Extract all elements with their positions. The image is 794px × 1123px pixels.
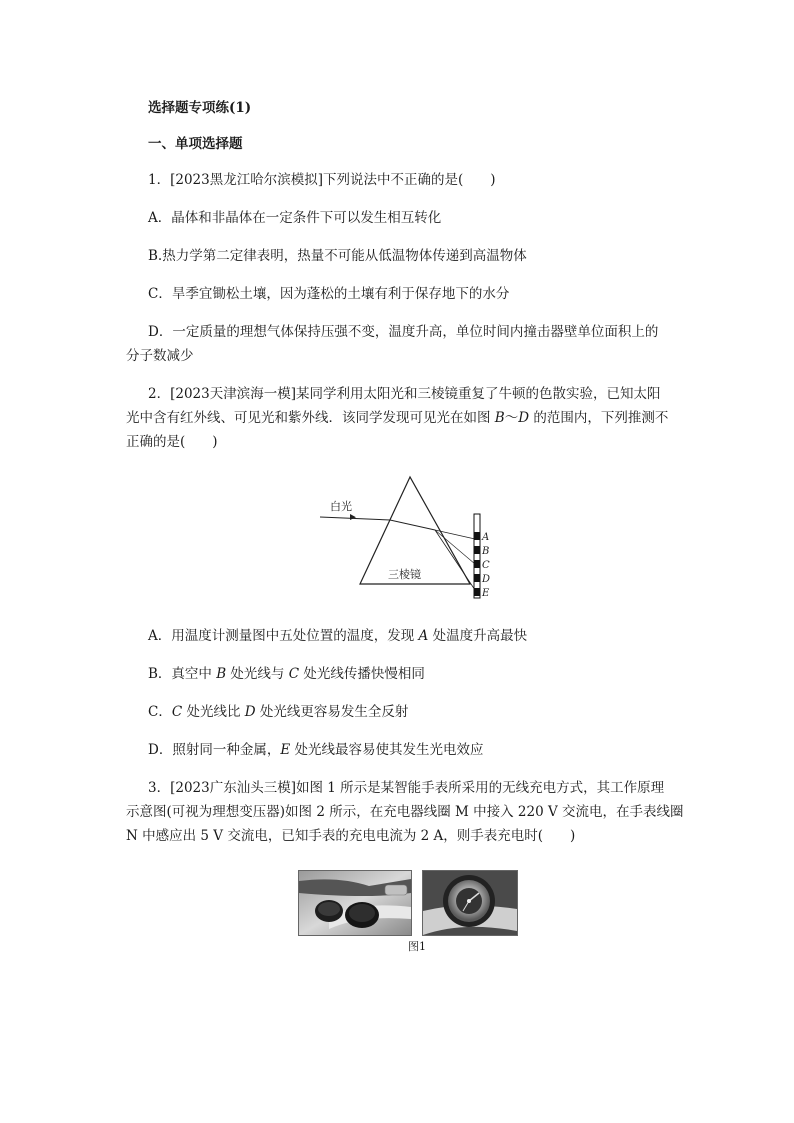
q1-stem: 1．[2023黑龙江哈尔滨模拟]下列说法中不正确的是( ) bbox=[148, 172, 496, 188]
q3-stem-line1: 3．[2023广东汕头三模]如图 1 所示是某智能手表所采用的无线充电方式，其工作原理 bbox=[148, 780, 665, 796]
q2-option-c: C．C 处光线比 D 处光线更容易发生全反射 bbox=[148, 704, 409, 720]
q3-stem-line2: 示意图(可视为理想变压器)如图 2 所示，在充电器线圈 M 中接入 220 V 交流电，在手表线圈 bbox=[126, 804, 684, 820]
q2-option-a: A．用温度计测量图中五处位置的温度，发现 A 处温度升高最快 bbox=[148, 628, 528, 644]
screen-segment bbox=[474, 588, 480, 596]
charger-photo-drawing bbox=[299, 871, 411, 935]
watch-photo bbox=[422, 870, 518, 936]
screen-segment bbox=[474, 560, 480, 568]
dispersed-ray-a bbox=[435, 530, 475, 539]
q2-stem-line3: 正确的是( ) bbox=[126, 434, 218, 450]
dispersed-ray-e bbox=[435, 530, 475, 590]
section-heading: 一、单项选择题 bbox=[148, 136, 243, 152]
light-label: 白光 bbox=[330, 500, 352, 513]
prism-dispersion-figure bbox=[320, 472, 500, 602]
screen-mark-b: B bbox=[482, 546, 490, 557]
q2-option-b: B．真空中 B 处光线与 C 处光线传播快慢相同 bbox=[148, 666, 425, 682]
screen-mark-c: C bbox=[482, 560, 490, 571]
ray-in-prism bbox=[390, 520, 435, 530]
screen-mark-d: D bbox=[482, 574, 491, 585]
screen-bar bbox=[474, 514, 480, 598]
screen-mark-e: E bbox=[482, 588, 490, 599]
screen-segment bbox=[474, 574, 480, 582]
prism-label: 三棱镜 bbox=[388, 568, 421, 581]
screen-segment bbox=[474, 532, 480, 540]
q1-option-d-line1: D．一定质量的理想气体保持压强不变，温度升高，单位时间内撞击器壁单位面积上的 bbox=[148, 324, 659, 340]
dispersed-ray-mid bbox=[435, 530, 475, 564]
doc-title: 选择题专项练(1) bbox=[148, 100, 252, 116]
q1-option-c: C．旱季宜锄松土壤，因为蓬松的土壤有利于保存地下的水分 bbox=[148, 286, 510, 302]
watch-photo-drawing bbox=[423, 871, 517, 935]
q3-stem-line3: N 中感应出 5 V 交流电，已知手表的充电电流为 2 A，则手表充电时( ) bbox=[126, 828, 576, 844]
q1-option-a: A．晶体和非晶体在一定条件下可以发生相互转化 bbox=[148, 210, 442, 226]
q1-option-b: B.热力学第二定律表明，热量不可能从低温物体传递到高温物体 bbox=[148, 248, 527, 264]
figure-1-caption: 图1 bbox=[408, 940, 426, 953]
screen-segment bbox=[474, 546, 480, 554]
q2-stem-line1: 2．[2023天津滨海一模]某同学利用太阳光和三棱镜重复了牛顿的色散实验，已知太阳 bbox=[148, 386, 661, 402]
screen-mark-a: A bbox=[482, 532, 490, 543]
q2-stem-line2: 光中含有红外线、可见光和紫外线．该同学发现可见光在如图 B～D 的范围内，下列推测不 bbox=[126, 410, 669, 426]
q2-option-d: D．照射同一种金属，E 处光线最容易使其发生光电效应 bbox=[148, 742, 484, 758]
q1-option-d-line2: 分子数减少 bbox=[126, 348, 194, 364]
charger-photo bbox=[298, 870, 412, 936]
arrow-head bbox=[350, 514, 356, 520]
